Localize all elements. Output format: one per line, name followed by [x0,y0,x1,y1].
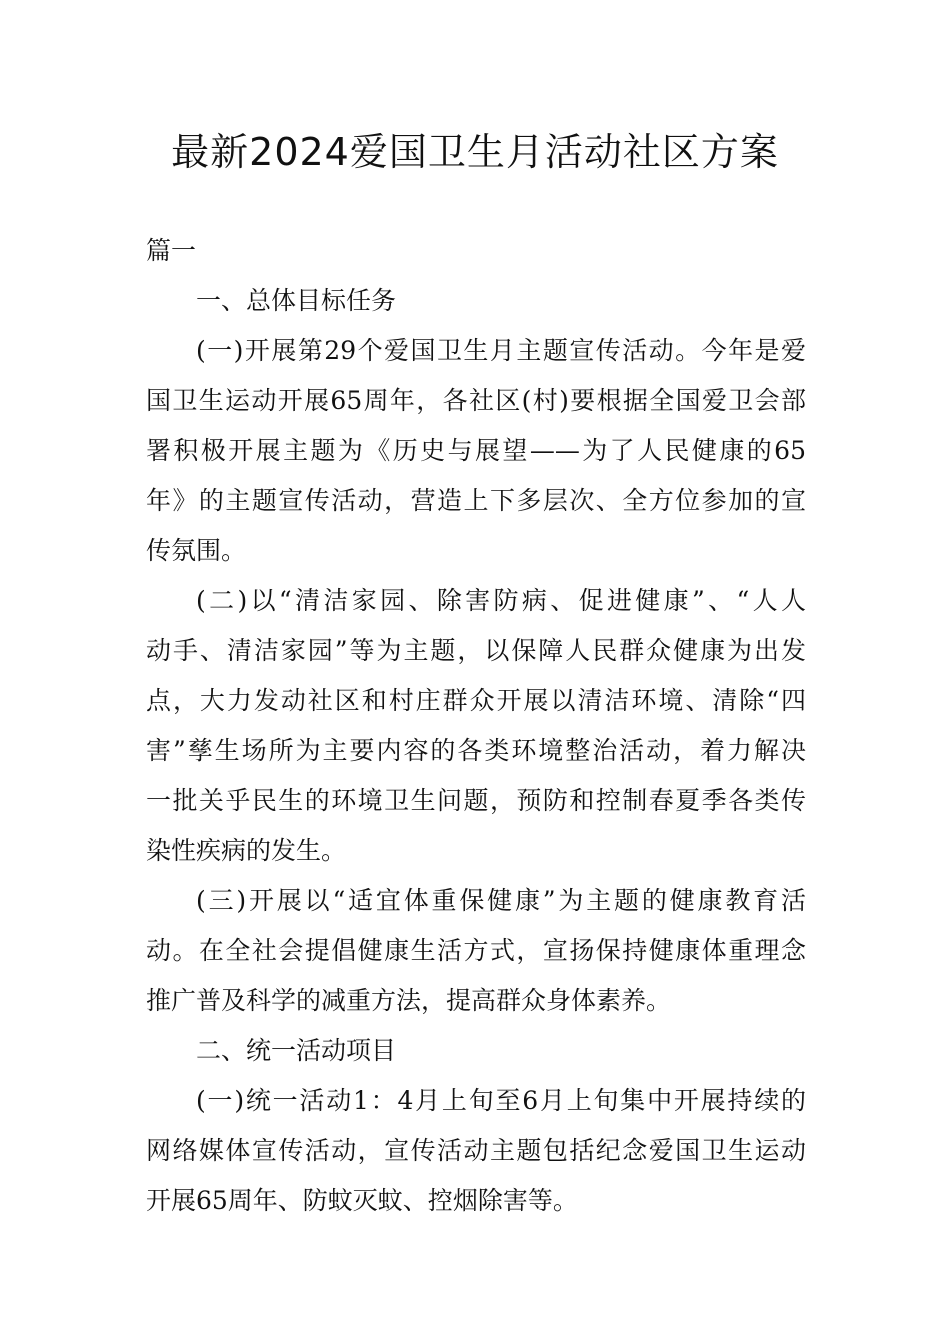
paragraph-line: (一)统一活动1：4月上旬至6月上旬集中开展持续的 [196,1086,806,1115]
paragraph-line: (一)开展第29个爱国卫生月主题宣传活动。今年是爱 [196,336,806,365]
paragraph-line: 害”孳生场所为主要内容的各类环境整治活动，着力解决 [146,736,806,765]
paragraph-3 [146,876,806,1026]
section-label: 篇一 [146,236,197,265]
paragraph-line: 网络媒体宣传活动，宣传活动主题包括纪念爱国卫生运动 [146,1136,806,1165]
heading-unified-activities: 二、统一活动项目 [196,1036,397,1065]
paragraph-line: 推广普及科学的减重方法，提高群众身体素养。 [146,986,672,1015]
paragraph-line: 开展65周年、防蚊灭蚊、控烟除害等。 [146,1186,578,1215]
paragraph-line: 传氛围。 [146,536,247,565]
paragraph-line: 染性疾病的发生。 [146,836,347,865]
paragraph-line: 点，大力发动社区和村庄群众开展以清洁环境、清除“四 [146,686,806,715]
paragraph-line: 动手、清洁家园”等为主题，以保障人民群众健康为出发 [146,636,806,665]
paragraph-1 [146,326,806,576]
paragraph-line: (二)以“清洁家园、除害防病、促进健康”、“人人 [196,586,806,615]
paragraph-line: 一批关乎民生的环境卫生问题，预防和控制春夏季各类传 [146,786,806,815]
paragraph-4 [146,1076,806,1226]
heading-overall-goals: 一、总体目标任务 [196,286,397,315]
document-title: 最新2024爱国卫生月活动社区方案 [171,130,779,174]
document-body [146,226,806,1226]
paragraph-line: 国卫生运动开展65周年，各社区(村)要根据全国爱卫会部 [146,386,806,415]
paragraph-line: 署积极开展主题为《历史与展望——为了人民健康的65 [146,436,806,465]
paragraph-2 [146,576,806,876]
paragraph-line: (三)开展以“适宜体重保健康”为主题的健康教育活 [196,886,806,915]
paragraph-line: 年》的主题宣传活动，营造上下多层次、全方位参加的宣 [146,486,806,515]
paragraph-line: 动。在全社会提倡健康生活方式，宣扬保持健康体重理念 [146,936,806,965]
